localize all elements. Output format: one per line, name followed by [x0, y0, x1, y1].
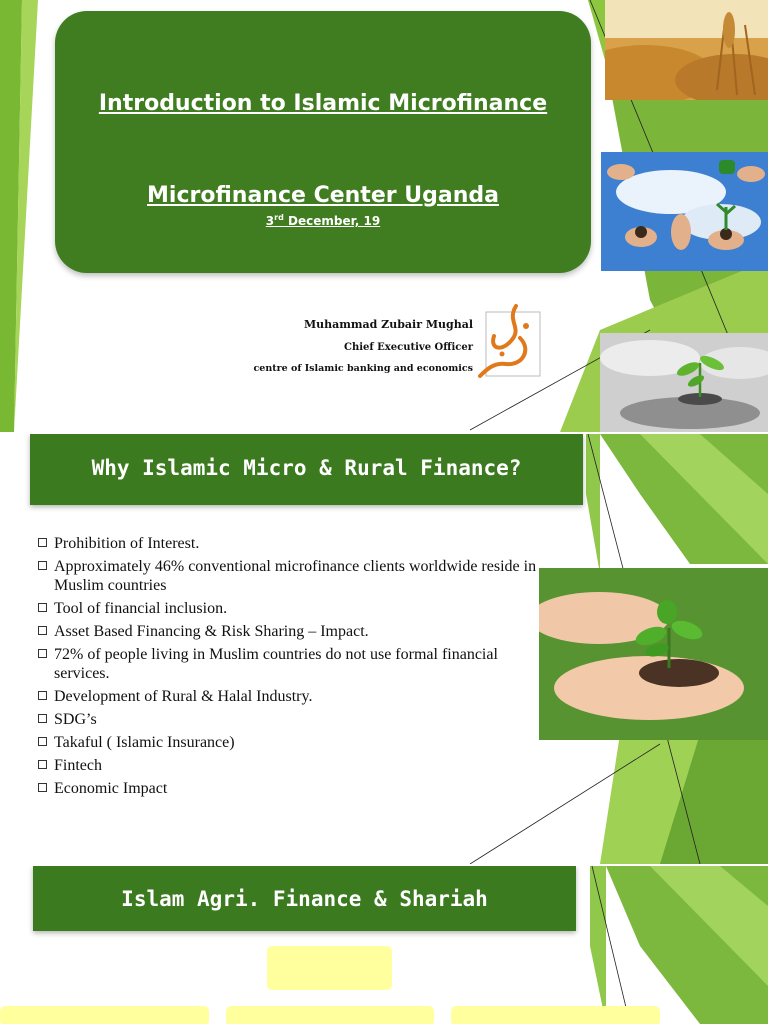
square-bullet-icon: [38, 626, 47, 635]
author-organization: centre of Islamic banking and economics: [253, 363, 473, 374]
square-bullet-icon: [38, 783, 47, 792]
square-bullet-icon: [38, 760, 47, 769]
list-item: Asset Based Financing & Risk Sharing – Impact.: [36, 622, 546, 641]
wheat-field-image: [605, 0, 768, 100]
hands-sprout-image: [600, 333, 768, 432]
slide-2: [0, 434, 768, 864]
list-item: Fintech: [36, 756, 546, 775]
list-item: SDG’s: [36, 710, 546, 729]
square-bullet-icon: [38, 603, 47, 612]
presentation-title: Introduction to Islamic Microfinance: [98, 91, 548, 116]
slide-1: [0, 0, 768, 432]
slide-title-banner: [33, 866, 576, 931]
date-suffix: rd: [274, 213, 284, 222]
author-name: Muhammad Zubair Mughal: [303, 318, 473, 331]
slide-3: [0, 866, 768, 1024]
list-item: Development of Rural & Halal Industry.: [36, 687, 546, 706]
presentation-subtitle: Microfinance Center Uganda: [147, 183, 499, 208]
list-item: Approximately 46% conventional microfinance clients worldwide reside in Muslim countries: [36, 557, 546, 595]
hands-plant-soil-image: [539, 568, 768, 740]
organization-logo: [476, 302, 542, 380]
diagram-box-right: [451, 1006, 660, 1024]
square-bullet-icon: [38, 737, 47, 746]
title-box: [55, 11, 591, 273]
bullet-list: [36, 534, 546, 802]
list-item: Prohibition of Interest.: [36, 534, 546, 553]
author-role: Chief Executive Officer: [344, 342, 473, 353]
presentation-date: [55, 213, 591, 228]
diagram-box-center: [226, 1006, 434, 1024]
square-bullet-icon: [38, 561, 47, 570]
hands-seedlings-image: [601, 152, 768, 271]
slide-title: Why Islamic Micro & Rural Finance?: [91, 456, 522, 480]
square-bullet-icon: [38, 538, 47, 547]
slide-title-banner: [30, 434, 583, 505]
list-item: Economic Impact: [36, 779, 546, 798]
diagram-box-top: [267, 946, 392, 990]
list-item: 72% of people living in Muslim countries do not use formal financial services.: [36, 645, 546, 683]
date-rest: December, 19: [283, 214, 381, 228]
date-number: 3: [265, 214, 275, 228]
list-item: Takaful ( Islamic Insurance): [36, 733, 546, 752]
list-item: Tool of financial inclusion.: [36, 599, 546, 618]
slide-title: Islam Agri. Finance & Shariah: [121, 887, 488, 911]
square-bullet-icon: [38, 691, 47, 700]
diagram-box-left: [0, 1006, 209, 1024]
square-bullet-icon: [38, 714, 47, 723]
square-bullet-icon: [38, 649, 47, 658]
